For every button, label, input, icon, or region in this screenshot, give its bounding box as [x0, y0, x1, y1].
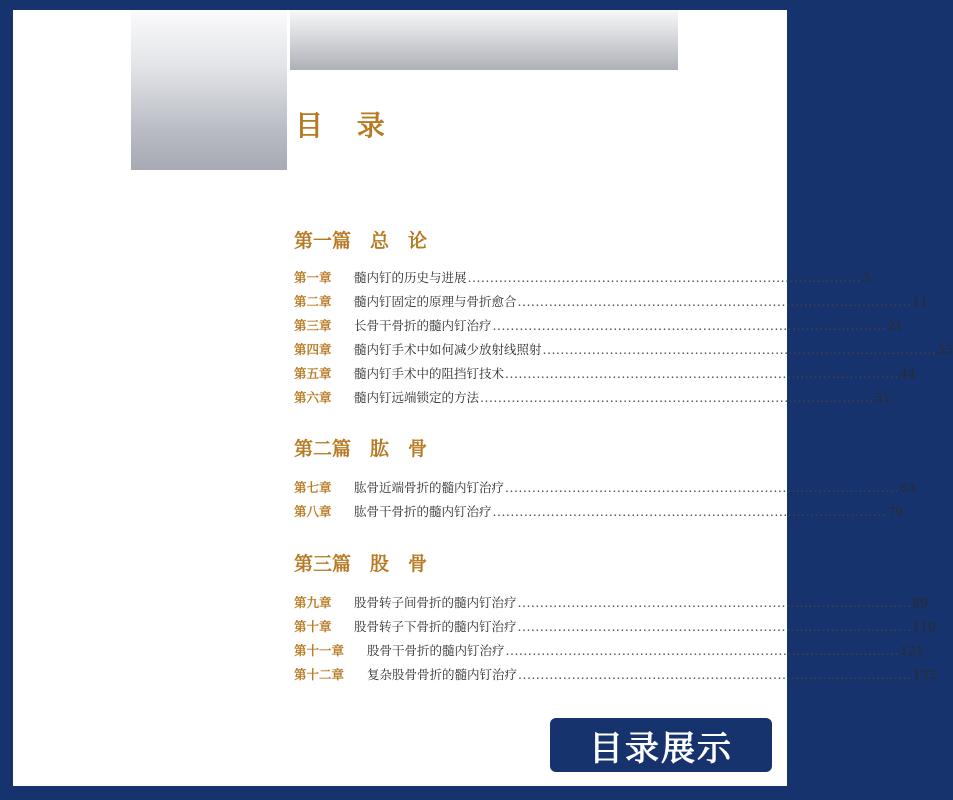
chapter-number: 第九章 [294, 595, 332, 610]
toc-preview-badge: 目录展示 [548, 716, 774, 774]
chapter-number: 第十章 [294, 619, 332, 634]
chapter-number: 第一章 [294, 270, 332, 285]
dot-leader: ........................................................................................ [517, 595, 912, 610]
part-title-2: 第二篇 肱 骨 [294, 438, 428, 460]
dot-leader: ........................................................................................ [505, 643, 900, 658]
chapter-number: 第二章 [294, 294, 332, 309]
chapter-title: 髓内钉手术中如何减少放射线照射 [354, 342, 542, 357]
chapter-title: 肱骨近端骨折的髓内钉治疗 [354, 480, 505, 495]
chapter-title: 股骨转子下骨折的髓内钉治疗 [354, 619, 517, 634]
part-title-3: 第三篇 股 骨 [294, 553, 428, 575]
chapter-title: 股骨转子间骨折的髓内钉治疗 [354, 595, 517, 610]
toc-entry[interactable] [294, 266, 871, 286]
dot-leader: ........................................................................................ [517, 294, 912, 309]
toc-page [13, 10, 953, 786]
page-number: 3 [862, 270, 871, 285]
chapter-title: 髓内钉远端锁定的方法 [354, 390, 480, 405]
page-number: 110 [912, 619, 937, 634]
page-number: 89 [912, 595, 929, 610]
page-number: 132 [912, 667, 937, 682]
chapter-title: 股骨干骨折的髓内钉治疗 [367, 643, 505, 658]
toc-entry[interactable] [294, 500, 904, 520]
chapter-number: 第六章 [294, 390, 332, 405]
page-number: 63 [899, 480, 916, 495]
toc-entry[interactable] [294, 362, 916, 382]
toc-entry[interactable] [294, 386, 891, 406]
dot-leader: ........................................................................................ [518, 667, 912, 682]
page-number: 21 [887, 318, 904, 333]
toc-entry[interactable] [294, 338, 953, 358]
page-number: 11 [912, 294, 929, 309]
chapter-number: 第十二章 [294, 667, 345, 682]
page-number: 35 [937, 342, 953, 357]
chapter-number: 第四章 [294, 342, 332, 357]
decorative-gray-bar-top [290, 10, 678, 70]
toc-entry[interactable] [294, 591, 929, 611]
dot-leader: ........................................................................................ [505, 366, 899, 381]
chapter-number: 第十一章 [294, 643, 345, 658]
chapter-title: 复杂股骨骨折的髓内钉治疗 [367, 667, 518, 682]
chapter-number: 第八章 [294, 504, 332, 519]
chapter-title: 髓内钉的历史与进展 [354, 270, 467, 285]
chapter-title: 髓内钉固定的原理与骨折愈合 [354, 294, 517, 309]
dot-leader: ........................................................................................ [505, 480, 899, 495]
dot-leader: ........................................................................................ [467, 270, 862, 285]
page-number: 79 [887, 504, 904, 519]
decorative-gray-block-left [131, 10, 287, 170]
part-title-1: 第一篇 总 论 [294, 230, 428, 252]
page-title: 目 录 [295, 109, 397, 142]
chapter-title: 长骨干骨折的髓内钉治疗 [354, 318, 492, 333]
toc-entry[interactable] [294, 314, 904, 334]
dot-leader: ........................................................................................ [492, 318, 887, 333]
chapter-title: 肱骨干骨折的髓内钉治疗 [354, 504, 492, 519]
dot-leader: ........................................................................................ [492, 504, 887, 519]
toc-entry[interactable] [294, 663, 937, 683]
chapter-number: 第五章 [294, 366, 332, 381]
dot-leader: ........................................................................................ [517, 619, 912, 634]
page-number: 51 [874, 390, 891, 405]
toc-entry[interactable] [294, 476, 916, 496]
page-number: 121 [900, 643, 925, 658]
page-number: 44 [899, 366, 916, 381]
chapter-number: 第三章 [294, 318, 332, 333]
chapter-number: 第七章 [294, 480, 332, 495]
chapter-title: 髓内钉手术中的阻挡钉技术 [354, 366, 505, 381]
dot-leader: ........................................................................................ [480, 390, 874, 405]
dot-leader: ........................................................................................ [542, 342, 937, 357]
toc-entry[interactable] [294, 639, 925, 659]
toc-entry[interactable] [294, 615, 937, 635]
toc-entry[interactable] [294, 290, 929, 310]
